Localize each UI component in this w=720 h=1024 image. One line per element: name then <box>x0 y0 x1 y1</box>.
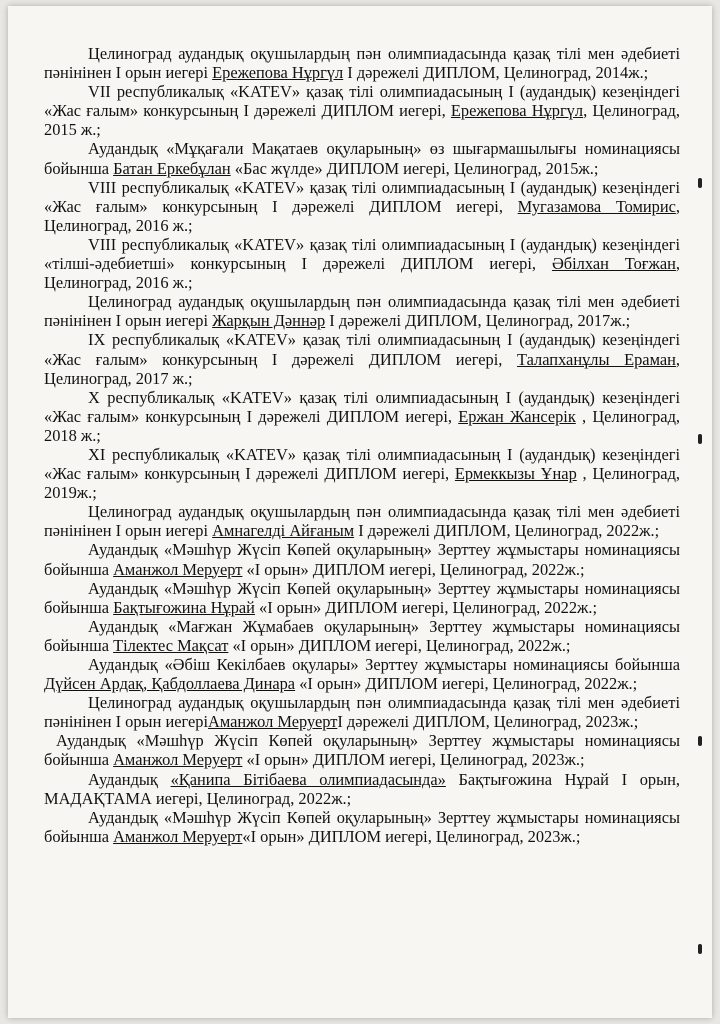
entry-text: IX республикалық «KATEV» қазақ тілі олимпиадасының І (аудандық) кезеңіндегі «Жас ғалым» конкурсының І дәрежелі ДИПЛОМ иегері, <box>44 330 680 369</box>
award-entry-5 <box>44 235 680 292</box>
entry-text: , Целиноград, 2015 ж.; <box>44 101 680 140</box>
entry-text: , Целиноград, 2019ж.; <box>44 464 681 503</box>
student-name: Аманжол Меруерт <box>113 750 243 770</box>
award-entry-7 <box>44 330 680 387</box>
entry-text: Целиноград аудандық оқушылардың пән олимпиадасында қазақ тілі мен әдебиеті пәнінінен І орын иегері <box>44 44 680 83</box>
punch-hole-mark <box>698 944 702 954</box>
entry-text: «І орын» ДИПЛОМ иегері, Целиноград, 2023ж.; <box>242 826 581 846</box>
student-name: Ережепова Нұргүл <box>212 63 344 83</box>
student-name: Мугазамова Томирис <box>517 196 676 216</box>
award-entry-13 <box>44 617 680 655</box>
entry-text: «І орын» ДИПЛОМ иегері, Целиноград, 2022ж.; <box>242 559 585 579</box>
entry-text: «І орын» ДИПЛОМ иегері, Целиноград, 2022ж.; <box>228 635 571 655</box>
student-name: Тілектес Мақсат <box>113 635 229 655</box>
entry-text: , Целиноград, 2018 ж.; <box>44 406 681 445</box>
entry-text: І дәрежелі ДИПЛОМ, Целиноград, 2023ж.; <box>337 712 639 732</box>
award-entry-4 <box>44 178 680 235</box>
award-entry-6 <box>44 292 680 330</box>
entry-text: Аудандық «Мәшһүр Жүсіп Көпей оқуларының» Зерттеу жұмыстары номинациясы бойынша <box>44 807 680 846</box>
entry-text: Целиноград аудандық оқушылардың пән олимпиадасында қазақ тілі мен әдебиеті пәнінінен І орын иегері <box>44 693 680 732</box>
student-name: Ережепова Нұргүл <box>450 101 584 121</box>
student-name: Бақтығожина Нұрай <box>113 597 255 617</box>
punch-hole-mark <box>698 178 702 188</box>
entry-text: «І орын» ДИПЛОМ иегері, Целиноград, 2023ж.; <box>242 750 585 770</box>
entry-text: «І орын» ДИПЛОМ иегері, Целиноград, 2022ж.; <box>254 597 598 617</box>
award-entry-3 <box>44 139 680 177</box>
entry-text: , Целиноград, 2016 ж.; <box>44 254 680 293</box>
award-entry-9 <box>44 445 680 502</box>
award-entry-16 <box>44 731 680 769</box>
award-entry-12 <box>44 579 680 617</box>
entry-text: Аудандық «Мағжан Жұмабаев оқуларының» Зерттеу жұмыстары номинациясы бойынша <box>44 616 680 655</box>
punch-hole-mark <box>698 736 702 746</box>
entry-text: Аудандық «Әбіш Кекілбаев оқулары» Зерттеу жұмыстары номинациясы бойынша <box>88 655 680 674</box>
entry-text: Целиноград аудандық оқушылардың пән олимпиадасында қазақ тілі мен әдебиеті пәнінінен І орын иегері <box>44 502 680 541</box>
entry-text: Аудандық «Мәшһүр Жүсіп Көпей оқуларының» Зерттеу жұмыстары номинациясы бойынша <box>44 540 680 579</box>
award-entry-10 <box>44 502 680 540</box>
entry-text: X республикалық «KATEV» қазақ тілі олимпиадасының І (аудандық) кезеңіндегі «Жас ғалым» конкурсының І дәрежелі ДИПЛОМ иегері, <box>44 387 680 426</box>
entry-text: VII республикалық «KATEV» қазақ тілі олимпиадасының І (аудандық) кезеңіндегі «Жас ғалым» конкурсының І дәрежелі ДИПЛОМ иегері, <box>44 82 680 121</box>
student-name: Аманжол Меруерт <box>113 826 243 846</box>
award-entry-2 <box>44 82 680 139</box>
award-entry-15 <box>44 693 680 731</box>
entry-text: XI республикалық «KATEV» қазақ тілі олимпиадасының І (аудандық) кезеңіндегі «Жас ғалым» конкурсының І дәрежелі ДИПЛОМ иегері, <box>44 444 680 484</box>
award-entry-14 <box>44 655 680 693</box>
entry-text: Целиноград аудандық оқушылардың пән олимпиадасында қазақ тілі мен әдебиеті пәнінінен І орын иегері <box>44 292 680 331</box>
entry-text: VIII республикалық «KATEV» қазақ тілі олимпиадасының І (аудандық) кезеңіндегі «Жас ғалым» конкурсының І дәрежелі ДИПЛОМ иегері, <box>44 177 680 216</box>
entry-text: , Целиноград, 2016 ж.; <box>44 196 680 235</box>
document-page <box>8 6 712 1018</box>
entry-text: , Целиноград, 2017 ж.; <box>44 349 680 388</box>
entry-text: Бақтығожина Нұрай І орын, МАДАҚТАМА иегері, Целиноград, 2022ж.; <box>44 769 680 808</box>
award-entry-11 <box>44 540 680 578</box>
student-name: Аманжол Меруерт <box>113 559 243 579</box>
student-name: Жарқын Дәннәр <box>212 311 326 331</box>
student-name: Ержан Жансерік <box>458 406 576 426</box>
entry-text: Аудандық «Мәшһүр Жүсіп Көпей оқуларының» Зерттеу жұмыстары номинациясы бойынша <box>44 578 680 617</box>
student-name: Әбілхан Тоғжан <box>551 254 676 274</box>
student-name: Талапханұлы Ераман <box>517 349 676 369</box>
student-name: Аманжол Меруерт <box>208 712 338 732</box>
entry-text: Аудандық «Мұқағали Мақатаев оқуларының» өз шығармашылығы номинациясы бойынша <box>44 139 680 178</box>
entry-text: VIII республикалық «KATEV» қазақ тілі олимпиадасының І (аудандық) кезеңіндегі «тілші-әдебиетші» конкурсының І дәрежелі ДИПЛОМ иегері, <box>44 234 680 274</box>
entry-text: «І орын» ДИПЛОМ иегері, Целиноград, 2022ж.; <box>295 674 638 694</box>
punch-hole-mark <box>698 434 702 444</box>
entry-text: «Бас жүлде» ДИПЛОМ иегері, Целиноград, 2015ж.; <box>230 158 599 178</box>
award-entry-18 <box>44 808 680 846</box>
competition-name: «Қанипа Бітібаева олимпиадасында» <box>170 769 446 789</box>
entry-text: Аудандық «Мәшһүр Жүсіп Көпей оқуларының» Зерттеу жұмыстары номинациясы бойынша <box>44 731 680 770</box>
entry-text: І дәрежелі ДИПЛОМ, Целиноград, 2022ж.; <box>354 521 660 541</box>
student-name: Амнагелді Айғаным <box>212 521 355 541</box>
entry-text: І дәрежелі ДИПЛОМ, Целиноград, 2014ж.; <box>343 63 649 83</box>
award-entry-17 <box>44 770 680 808</box>
awards-list <box>44 44 680 846</box>
award-entry-8 <box>44 388 680 445</box>
student-name: Батан Еркебұлан <box>113 158 231 178</box>
student-name: Дүйсен Ардақ, Қабдоллаева Динара <box>44 674 296 694</box>
entry-text: Аудандық <box>88 769 171 789</box>
student-name: Ермеккызы Ұнар <box>454 464 577 484</box>
award-entry-1 <box>44 44 680 82</box>
entry-text: І дәрежелі ДИПЛОМ, Целиноград, 2017ж.; <box>325 311 631 331</box>
